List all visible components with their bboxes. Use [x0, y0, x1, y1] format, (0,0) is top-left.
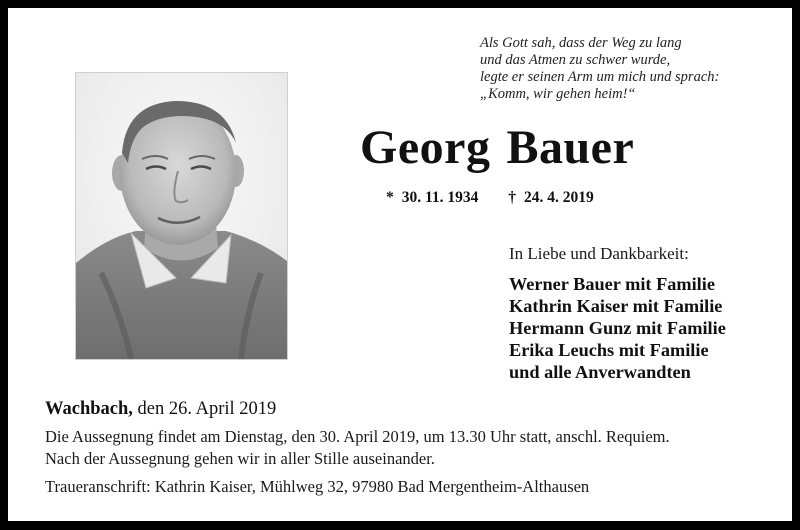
announcement-date: den 26. April 2019 [132, 399, 277, 419]
death-cross-icon: † [508, 189, 517, 206]
mourner-item: Erika Leuchs mit Familie [509, 340, 709, 360]
mourner-item: Kathrin Kaiser mit Familie [509, 296, 723, 316]
service-line: Die Aussegnung findet am Dienstag, den 30. April 2019, um 13.30 Uhr statt, anschl. Requiem. [45, 427, 670, 446]
life-dates [386, 188, 666, 208]
mourners-intro: In Liebe und Dankbarkeit: [509, 244, 689, 263]
memorial-verse [480, 35, 800, 103]
first-name: Georg [360, 121, 491, 174]
verse-line: „Komm, wir gehen heim!“ [480, 86, 636, 102]
mourner-item: und alle Anverwandten [509, 362, 691, 382]
death-date: 24. 4. 2019 [524, 189, 594, 206]
obituary-card [8, 8, 792, 521]
service-info [45, 426, 670, 469]
mourner-item: Werner Bauer mit Familie [509, 274, 715, 294]
last-name: Bauer [506, 121, 635, 174]
verse-line: legte er seinen Arm um mich und sprach: [480, 69, 720, 85]
verse-line: Als Gott sah, dass der Weg zu lang [480, 35, 682, 51]
place-and-date [45, 398, 276, 420]
service-line: Nach der Aussegnung gehen wir in aller Stille auseinander. [45, 448, 435, 468]
place-name: Wachbach, [45, 399, 133, 419]
portrait-image [76, 73, 287, 359]
mourner-item: Hermann Gunz mit Familie [509, 318, 726, 338]
birth-star-icon: * [386, 189, 394, 206]
deceased-name [360, 120, 660, 176]
verse-line: und das Atmen zu schwer wurde, [480, 52, 671, 68]
mourners-list [509, 273, 726, 383]
mourning-address: Traueranschrift: Kathrin Kaiser, Mühlweg 32, 97980 Bad Mergentheim-Althausen [45, 477, 590, 496]
birth-date: 30. 11. 1934 [401, 189, 479, 206]
portrait-photo [75, 72, 288, 360]
